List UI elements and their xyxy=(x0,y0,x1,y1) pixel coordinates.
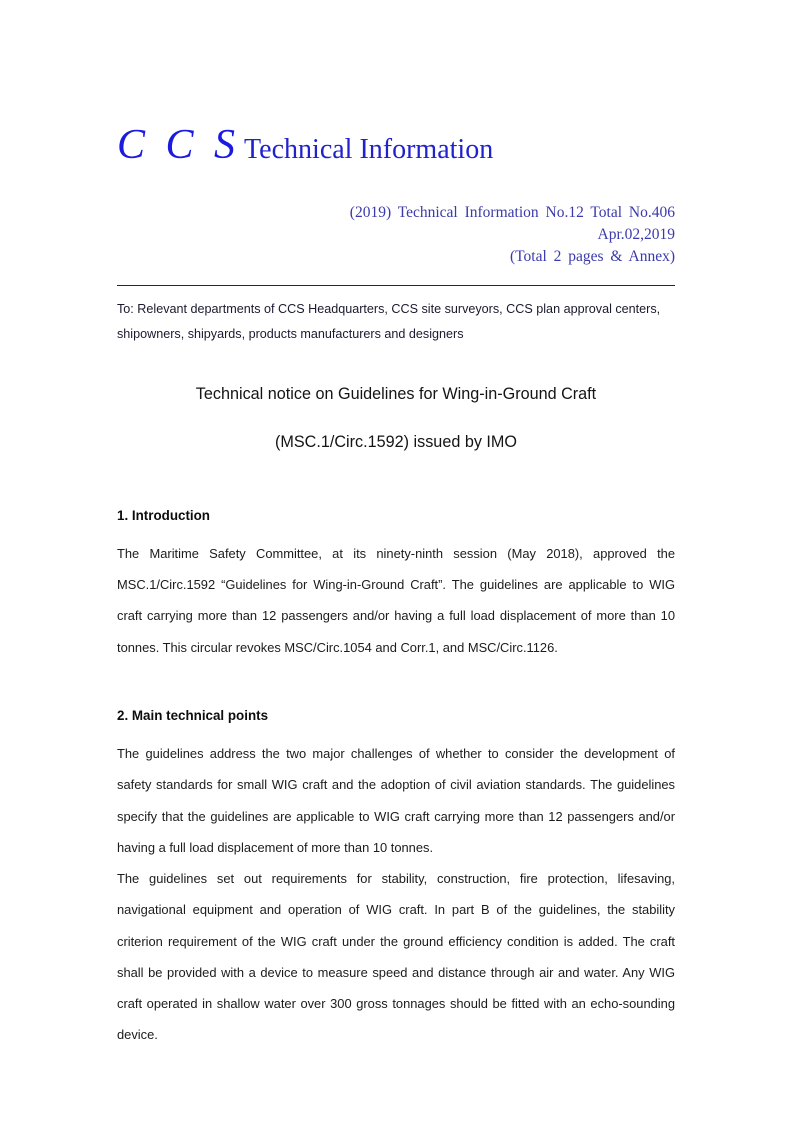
section-introduction xyxy=(117,509,675,663)
issue-number-line: (2019) Technical Information No.12 Total No.406 xyxy=(349,204,675,221)
page-content xyxy=(117,0,675,1050)
section-main-technical-points xyxy=(117,709,675,1051)
page-title-line-2: (MSC.1/Circ.1592) issued by IMO xyxy=(275,433,517,452)
section-paragraph: The Maritime Safety Committee, at its ninety-ninth session (May 2018), approved the MSC.1/Circ.1592 “Guidelines for Wing-in-Ground Craft”. The guidelines are applicable to WIG craft carrying more than 12 passengers and/or having a full load displacement of more than 10 tonnes. This circular revokes MSC/Circ.1054 and Corr.1, and MSC/Circ.1126. xyxy=(117,545,675,655)
header-divider xyxy=(117,285,675,286)
section-heading-main-technical-points: 2. Main technical points xyxy=(117,707,269,723)
ccs-logo-text: C C S xyxy=(117,122,241,168)
page-title-line-1: Technical notice on Guidelines for Wing-in-Ground Craft xyxy=(195,385,597,404)
issue-metadata xyxy=(117,202,675,268)
section-paragraph: The guidelines set out requirements for stability, construction, fire protection, lifesaving, navigational equipment and operation of WIG craft. In part B of the guidelines, the stability criterion requirement of the WIG craft under the ground efficiency condition is added. The craft shall be provided with a device to measure speed and distance through air and water. Any WIG craft operated in shallow water over 300 gross tonnages should be fitted with an echo-sounding device. xyxy=(117,871,675,1043)
recipients-line: To: Relevant departments of CCS Headquarters, CCS site surveyors, CCS plan approval centers, shipowners, shipyards, products manufacturers and designers xyxy=(117,302,661,341)
section-paragraph: The guidelines address the two major challenges of whether to consider the development of safety standards for small WIG craft and the adoption of civil aviation standards. The guidelines specify that the guidelines are applicable to WIG craft carrying more than 12 passengers and/or having a full load displacement of more than 10 tonnes. xyxy=(117,746,675,855)
masthead xyxy=(117,0,675,166)
masthead-title: Technical Information xyxy=(244,134,494,165)
issue-date-line: Apr.02,2019 xyxy=(597,226,675,243)
section-heading-introduction: 1. Introduction xyxy=(117,507,210,523)
issue-pages-line: (Total 2 pages & Annex) xyxy=(509,248,675,265)
page-title xyxy=(117,386,675,450)
